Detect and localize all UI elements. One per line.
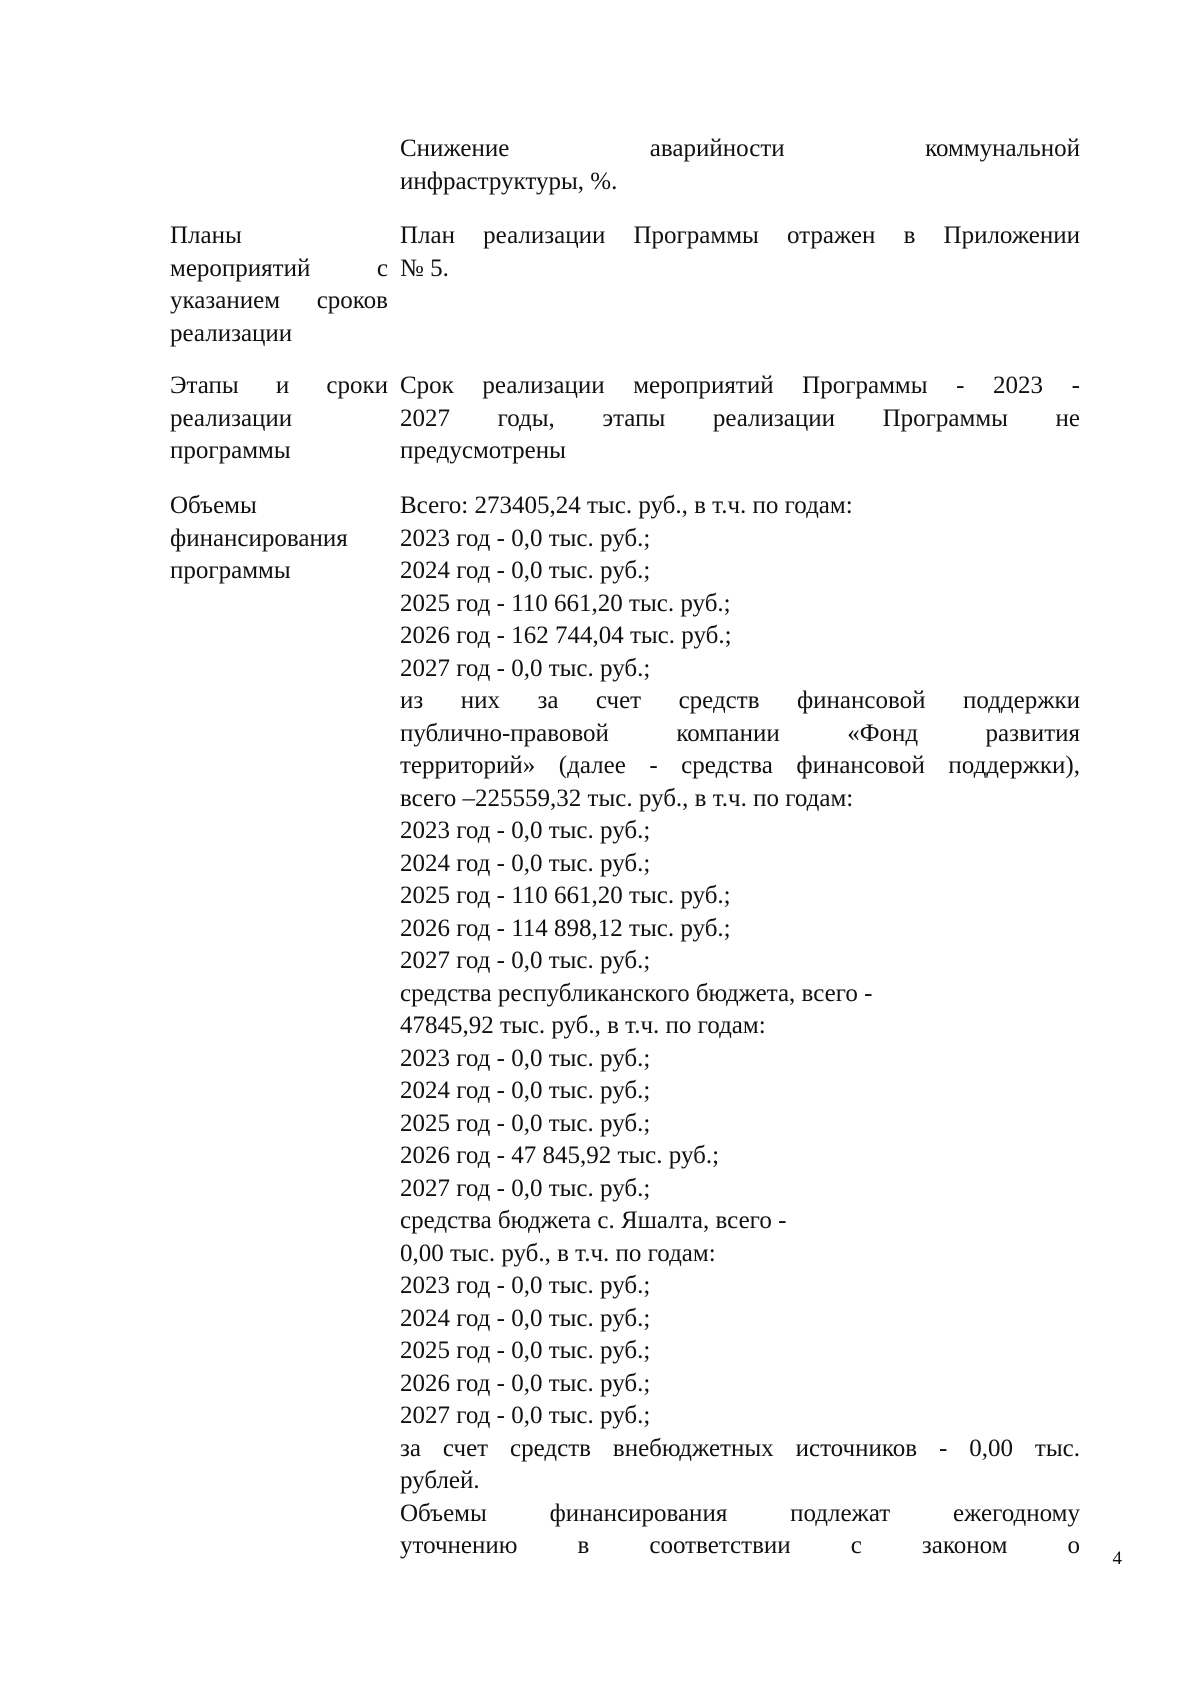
page-number: 4 xyxy=(1112,1548,1122,1569)
row-content xyxy=(400,220,1080,350)
content-line: План реализации Программы отражен в Приложении xyxy=(400,222,1080,249)
row-content xyxy=(400,133,1080,198)
content-line: 2026 год - 47 845,92 тыс. руб.; xyxy=(400,1142,720,1169)
content-line: 2023 год - 0,0 тыс. руб.; xyxy=(400,817,651,844)
row-content xyxy=(400,490,1080,1563)
row-label xyxy=(170,133,388,198)
content-line: Снижение аварийности коммунальной xyxy=(400,135,1080,162)
passport-row-indicator xyxy=(170,133,1080,198)
content-line: 2023 год - 0,0 тыс. руб.; xyxy=(400,524,651,552)
content-line: 2026 год - 162 744,04 тыс. руб.; xyxy=(400,622,732,649)
content-line: средства бюджета с. Яшалта, всего - xyxy=(400,1207,787,1234)
content-line: 2025 год - 0,0 тыс. руб.; xyxy=(400,1337,651,1364)
passport-row-plans xyxy=(170,220,1080,350)
content-line: всего –225559,32 тыс. руб., в т.ч. по годам: xyxy=(400,784,854,812)
content-line: 0,00 тыс. руб., в т.ч. по годам: xyxy=(400,1239,716,1267)
content-line: Срок реализации мероприятий Программы - 2023 - xyxy=(400,372,1080,399)
passport-row-stages xyxy=(170,370,1080,468)
content-line: 2023 год - 0,0 тыс. руб.; xyxy=(400,1044,651,1072)
content-line: предусмотрены xyxy=(400,437,566,464)
content-line: 2025 год - 0,0 тыс. руб.; xyxy=(400,1109,651,1137)
content-line: территорий» (далее - средства финансовой поддержки), xyxy=(400,752,1080,779)
content-line: 2024 год - 0,0 тыс. руб.; xyxy=(400,1077,651,1104)
content-line: Объемы финансирования подлежат ежегодному xyxy=(400,1499,1080,1527)
content-line: 2026 год - 114 898,12 тыс. руб.; xyxy=(400,914,731,942)
content-line: 2027 год - 0,0 тыс. руб.; xyxy=(400,947,651,974)
content-line: 2026 год - 0,0 тыс. руб.; xyxy=(400,1369,651,1397)
content-line: 2024 год - 0,0 тыс. руб.; xyxy=(400,557,651,584)
content-line: № 5. xyxy=(400,254,449,282)
content-line: 2027 годы, этапы реализации Программы не xyxy=(400,404,1080,432)
content-line: за счет средств внебюджетных источников - 0,00 тыс. xyxy=(400,1434,1080,1462)
passport-row-financing xyxy=(170,490,1080,1563)
row-label: Этапы и сроки реализации программы xyxy=(170,372,388,464)
content-line: 2025 год - 110 661,20 тыс. руб.; xyxy=(400,589,731,617)
content-line: рублей. xyxy=(400,1467,480,1494)
content-line: 47845,92 тыс. руб., в т.ч. по годам: xyxy=(400,1012,766,1039)
content-line: уточнению в соответствии с законом о xyxy=(400,1532,1080,1559)
content-line: 2023 год - 0,0 тыс. руб.; xyxy=(400,1272,651,1299)
content-line: средства республиканского бюджета, всего - xyxy=(400,979,873,1007)
row-label: Планы мероприятий с указанием сроков реализации xyxy=(170,222,388,347)
content-line: 2025 год - 110 661,20 тыс. руб.; xyxy=(400,882,731,909)
content-line: 2024 год - 0,0 тыс. руб.; xyxy=(400,1304,651,1332)
content-line: Всего: 273405,24 тыс. руб., в т.ч. по годам: xyxy=(400,492,853,519)
row-content xyxy=(400,370,1080,468)
content-line: 2027 год - 0,0 тыс. руб.; xyxy=(400,654,651,682)
content-line: инфраструктуры, %. xyxy=(400,167,618,195)
row-label: Объемы финансирования программы xyxy=(170,492,348,584)
content-line: публично-правовой компании «Фонд развития xyxy=(400,719,1080,747)
content-line: 2024 год - 0,0 тыс. руб.; xyxy=(400,849,651,877)
content-line: из них за счет средств финансовой поддержки xyxy=(400,687,1080,714)
content-line: 2027 год - 0,0 тыс. руб.; xyxy=(400,1402,651,1429)
content-line: 2027 год - 0,0 тыс. руб.; xyxy=(400,1174,651,1202)
